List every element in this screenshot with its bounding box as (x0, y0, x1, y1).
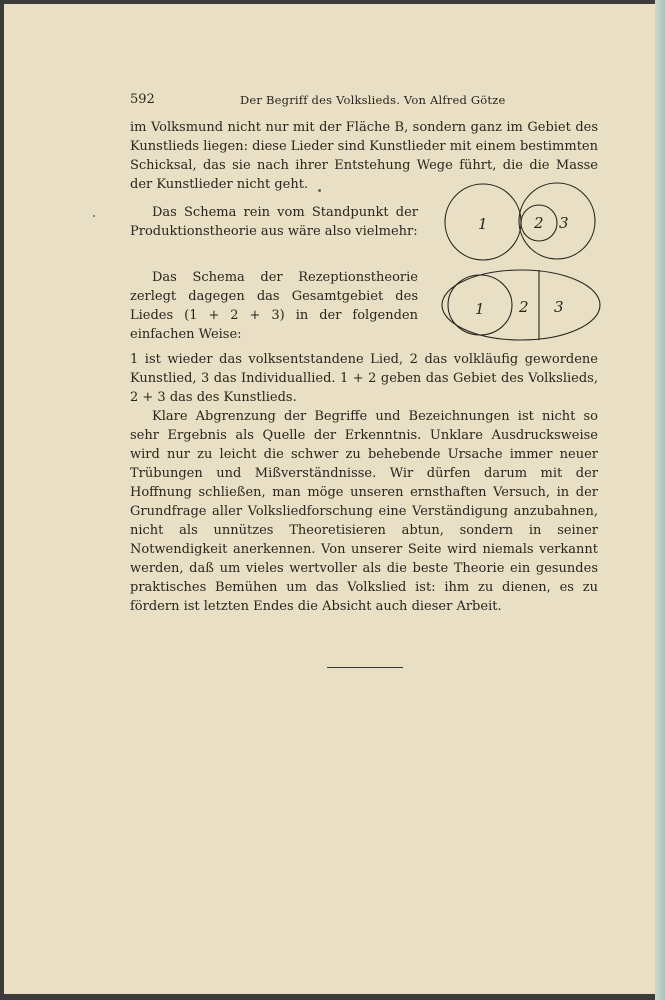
production-label-3: 3 (559, 214, 569, 232)
paragraph-reception-schema: Das Schema der Rezeptionstheorie zerlegt dagegen das Gesamtgebiet des Liedes (1 + 2 + 3) in der folgenden einfachen Weise: (130, 270, 418, 342)
paragraph-top: im Volksmund nicht nur mit der Fläche B, sondern ganz im Gebiet des Kunstlieds liegen: diese Lieder sind Kunstlieder mit einem bestimmten Schicksal, das sie nach ihrer Entstehung Wege führt, die die Masse der Kunstlieder nicht geht. (130, 120, 598, 192)
paragraph-production-schema: Das Schema rein vom Standpunkt der Produktionstheorie aus wäre also vielmehr: (130, 205, 418, 239)
schema-diagrams (438, 178, 603, 343)
production-schema (445, 183, 595, 260)
scanner-edge (655, 0, 665, 1000)
end-rule (327, 667, 403, 668)
paper-speck (93, 215, 95, 217)
production-label-1: 1 (478, 215, 488, 233)
paper-speck (318, 189, 321, 192)
page-header (130, 92, 598, 108)
schema-svg (438, 178, 603, 343)
paragraph-explanation: 1 ist wieder das volksentstandene Lied, 2 das volkläufig gewordene Kunstlied, 3 das Individuallied. 1 + 2 geben das Gebiet des Volkslieds, 2 + 3 das des Kunstlieds. (130, 352, 598, 405)
reception-label-2: 2 (519, 298, 529, 316)
reception-label-3: 3 (554, 298, 564, 316)
paragraph-conclusion: Klare Abgrenzung der Begriffe und Bezeichnungen ist nicht so sehr Ergebnis als Quelle der Erkenntnis. Unklare Ausdrucksweise wird nur zu leicht die schwer zu behebende Ursache immer neuer Trübungen und Mißverständnisse. Wir dürfen darum mit der Hoffnung schließen, man möge unseren ernsthaften Versuch, in der Grundfrage aller Volksliedforschung eine Verständigung anzubahnen, nicht als unnützes Theoretisieren abtun, sondern in seiner Notwendigkeit anerkennen. Von unserer Seite wird niemals verkannt werden, daß um vieles wertvoller als die beste Theorie ein gesundes praktisches Bemühen um das Volkslied ist: ihm zu dienen, es zu fördern ist letzten Endes die Absicht auch dieser Arbeit. (130, 409, 598, 614)
page-number: 592 (130, 92, 155, 107)
running-head: Der Begriff des Volkslieds. Von Alfred Götze (240, 93, 506, 107)
production-label-2: 2 (534, 214, 544, 232)
reception-label-1: 1 (475, 300, 485, 318)
paragraph-bottom (130, 350, 598, 616)
